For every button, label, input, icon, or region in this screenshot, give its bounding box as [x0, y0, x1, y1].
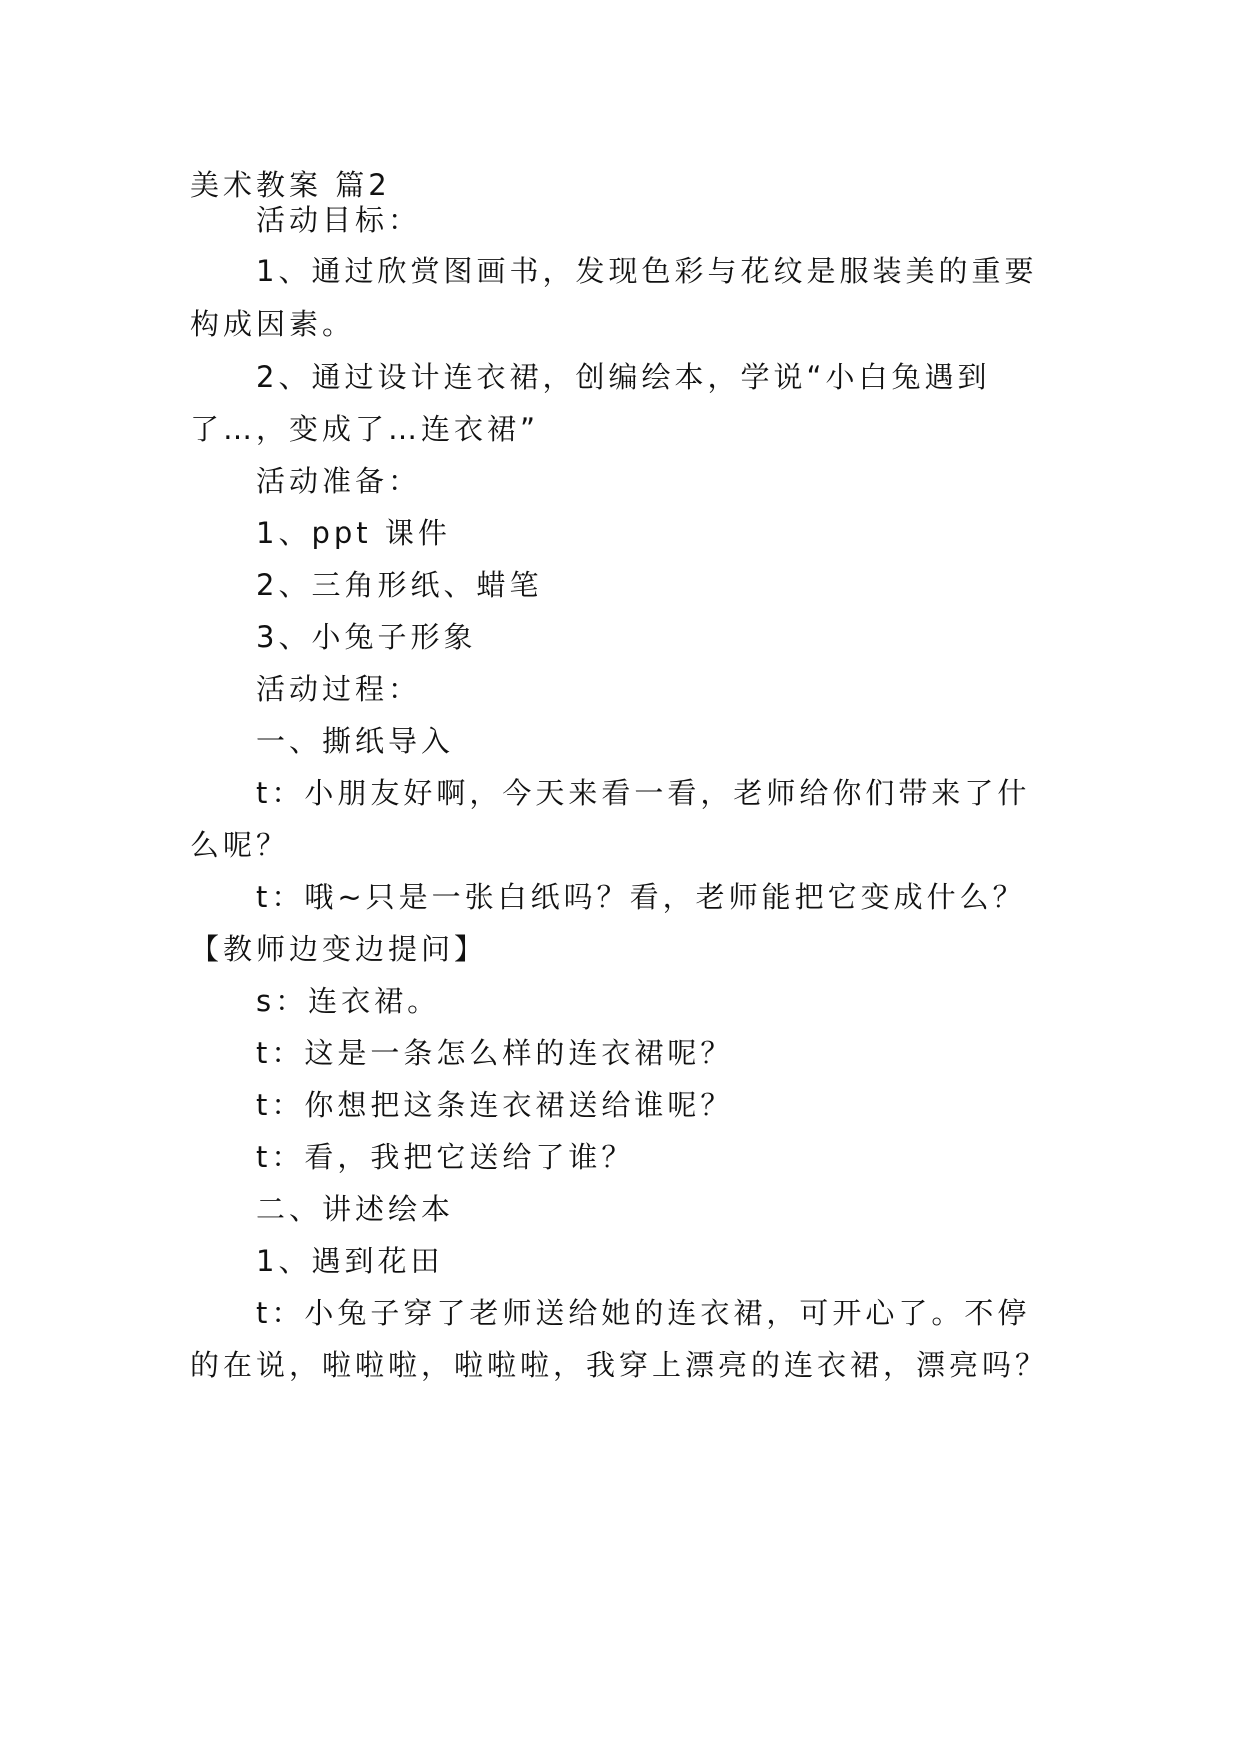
paragraph-line: 构成因素。 [190, 307, 356, 341]
paragraph-line: 1、通过欣赏图画书，发现色彩与花纹是服装美的重要 [256, 254, 1038, 288]
paragraph-line: 【教师边变边提问】 [190, 932, 488, 966]
paragraph-line: 活动目标： [256, 203, 422, 237]
document-title: 美术教案 篇2 [190, 168, 391, 202]
paragraph-line: t：你想把这条连衣裙送给谁呢？ [256, 1088, 734, 1122]
paragraph-line: 活动准备： [256, 464, 422, 498]
paragraph-line: 一、撕纸导入 [256, 724, 455, 758]
paragraph-line: 的在说，啦啦啦，啦啦啦，我穿上漂亮的连衣裙，漂亮吗？ [190, 1348, 1049, 1382]
paragraph-line: 2、通过设计连衣裙，创编绘本，学说“小白兔遇到 [256, 360, 991, 394]
paragraph-line: t：哦~只是一张白纸吗？看，老师能把它变成什么？ [256, 880, 1026, 914]
paragraph-line: 活动过程： [256, 672, 422, 706]
paragraph-line: t：小朋友好啊，今天来看一看，老师给你们带来了什 [256, 776, 1031, 810]
paragraph-line: t：看，我把它送给了谁？ [256, 1140, 635, 1174]
paragraph-line: t：这是一条怎么样的连衣裙呢？ [256, 1036, 734, 1070]
paragraph-line: 么呢？ [190, 828, 290, 862]
paragraph-line: 3、小兔子形象 [256, 620, 477, 654]
paragraph-line: 2、三角形纸、蜡笔 [256, 568, 543, 602]
paragraph-line: 二、讲述绘本 [256, 1192, 455, 1226]
paragraph-line: 1、ppt 课件 [256, 516, 451, 550]
paragraph-line: s：连衣裙。 [256, 984, 441, 1018]
paragraph-line: 1、遇到花田 [256, 1244, 444, 1278]
paragraph-line: t：小兔子穿了老师送给她的连衣裙，可开心了。不停 [256, 1296, 1031, 1330]
paragraph-line: 了…，变成了…连衣裙” [190, 412, 540, 446]
